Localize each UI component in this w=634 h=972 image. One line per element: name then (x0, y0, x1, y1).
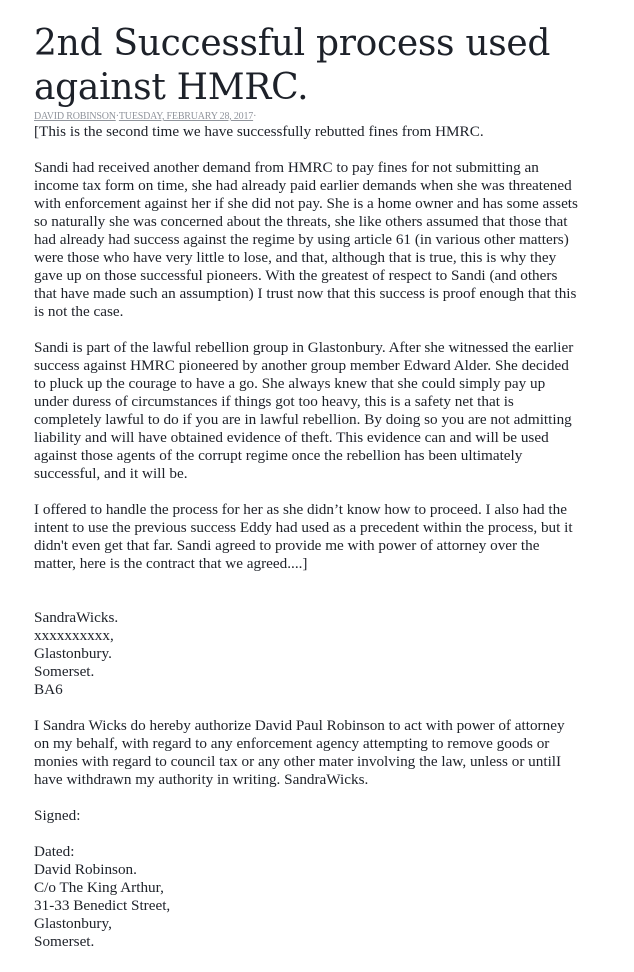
dated-block (34, 843, 614, 951)
text-line: that have made such an assumption) I trust now that this success is proof enough that this (34, 285, 577, 302)
spacer (34, 789, 614, 807)
text-line: monies with regard to council tax or any other mater involving the law, unless or untilI (34, 753, 562, 770)
text-line: matter, here is the contract that we agreed....] (34, 555, 308, 572)
text-line: I Sandra Wicks do hereby authorize David Paul Robinson to act with power of attorney (34, 717, 565, 734)
text-line: gave up on those successful pioneers. With the greatest of respect to Sandi (and others (34, 267, 558, 284)
text-line: liability and will have obtained evidence of theft. This evidence can and will be used (34, 429, 549, 446)
date-link[interactable]: TUESDAY, FEBRUARY 28, 2017 (118, 111, 254, 122)
byline-separator: · (115, 111, 119, 122)
spacer (34, 573, 614, 609)
address-line: David Robinson. (34, 861, 137, 878)
paragraph-3 (34, 501, 614, 573)
text-line: completely lawful to do if you are in lawful rebellion. By doing so you are not admitting (34, 411, 572, 428)
text-line: against those agents of the corrupt regime once the rebellion has been ultimately (34, 447, 523, 464)
text-line: have withdrawn my authority in writing. SandraWicks. (34, 771, 369, 788)
address-line: Somerset. (34, 663, 95, 680)
address-line: BA6 (34, 681, 63, 698)
address-line: C/o The King Arthur, (34, 879, 164, 896)
text-line: under duress of circumstances if things got too heavy, this is a safety net that is (34, 393, 514, 410)
article-body (34, 123, 614, 951)
text-line: [This is the second time we have successfully rebutted fines from HMRC. (34, 123, 484, 140)
text-line: income tax form on time, she had already paid earlier demands when she was threatened (34, 177, 572, 194)
intro-paragraph (34, 123, 614, 141)
byline-separator: · (253, 111, 257, 122)
text-line: is not the case. (34, 303, 124, 320)
spacer (34, 141, 614, 159)
sender-address (34, 609, 614, 699)
text-line: didn't even get that far. Sandi agreed to provide me with power of attorney over the (34, 537, 540, 554)
title-line: 2nd Successful process used (34, 23, 551, 64)
address-line: Somerset. (34, 933, 95, 950)
article-title (34, 22, 614, 110)
text-line: on my behalf, with regard to any enforcement agency attempting to remove goods or (34, 735, 550, 752)
paragraph-2 (34, 339, 614, 483)
address-line: Glastonbury, (34, 915, 112, 932)
address-line: SandraWicks. (34, 609, 119, 626)
text-line: Sandi had received another demand from HMRC to pay fines for not submitting an (34, 159, 539, 176)
signed-label: Signed: (34, 807, 81, 824)
text-line: I offered to handle the process for her as she didn’t know how to proceed. I also had the (34, 501, 567, 518)
text-line: to pluck up the courage to have a go. She always knew that she could simply pay up (34, 375, 546, 392)
article (34, 22, 614, 951)
address-line: 31-33 Benedict Street, (34, 897, 171, 914)
text-line: Sandi is part of the lawful rebellion group in Glastonbury. After she witnessed the earlier (34, 339, 574, 356)
address-line: xxxxxxxxxx, (34, 627, 114, 644)
authorization-paragraph (34, 717, 614, 789)
signed-line (34, 807, 614, 825)
address-line: Glastonbury. (34, 645, 112, 662)
text-line: with enforcement against her if she did not pay. She is a home owner and has some assets (34, 195, 578, 212)
text-line: were those who have very little to lose, and that, although that is true, this is why they (34, 249, 557, 266)
text-line: success against HMRC pioneered by another group member Edward Alder. She decided (34, 357, 569, 374)
paragraph-1 (34, 159, 614, 321)
title-line: against HMRC. (34, 67, 309, 108)
author-link[interactable]: DAVID ROBINSON (34, 111, 116, 122)
byline (34, 111, 614, 123)
text-line: successful, and it will be. (34, 465, 188, 482)
spacer (34, 321, 614, 339)
spacer (34, 483, 614, 501)
text-line: had already had success against the regime by using article 61 (in various other matters) (34, 231, 569, 248)
spacer (34, 699, 614, 717)
dated-label: Dated: (34, 843, 75, 860)
text-line: intent to use the previous success Eddy had used as a precedent within the process, but it (34, 519, 573, 536)
spacer (34, 825, 614, 843)
text-line: so naturally she was concerned about the threats, she like others assumed that those that (34, 213, 568, 230)
